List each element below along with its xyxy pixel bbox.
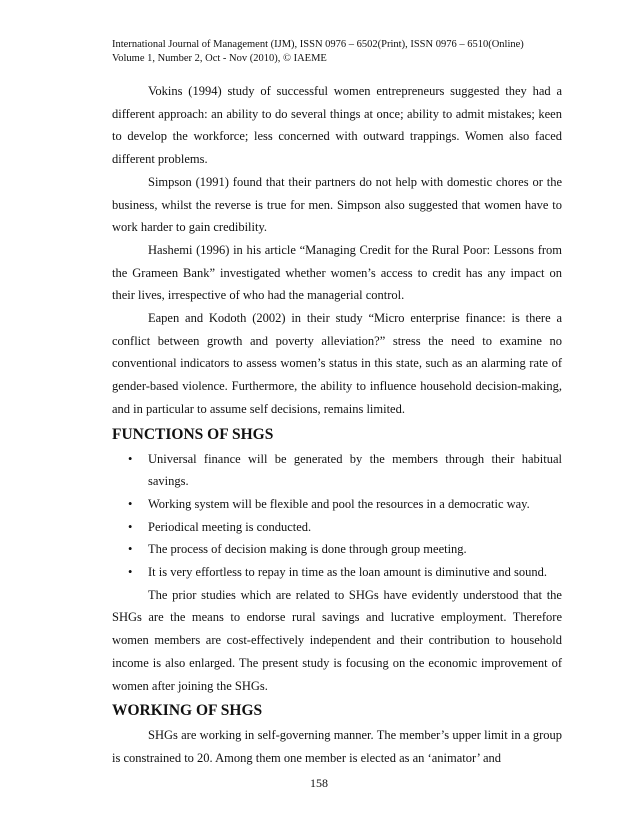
functions-bullet-list [112, 448, 562, 584]
bullet-icon: • [128, 519, 133, 534]
list-item-text: It is very effortless to repay in time as the loan amount is diminutive and sound. [148, 565, 547, 580]
section-heading-functions: FUNCTIONS OF SHGS [112, 425, 274, 443]
paragraph-prior-studies: The prior studies which are related to SHGs have evidently understood that the SHGs are the means to endorse rural savings and lucrative employment. Therefore women members are cost-effectively independent and their contribution to household income is also enlarged. The present study is focusing on the economic improvement of women after joining the SHGs. [112, 587, 562, 693]
journal-header-line-2: Volume 1, Number 2, Oct - Nov (2010), © IAEME [112, 53, 327, 64]
bullet-icon: • [128, 542, 133, 557]
list-item-text: Universal finance will be generated by the members through their habitual savings. [148, 451, 562, 489]
journal-header [112, 38, 572, 66]
journal-header-line-1: International Journal of Management (IJM), ISSN 0976 – 6502(Print), ISSN 0976 – 6510(Online) [112, 39, 524, 50]
list-item [112, 561, 562, 584]
paragraph-working: SHGs are working in self-governing manner. The member’s upper limit in a group is constrained to 20. Among them one member is elected as an ‘animator’ and [112, 728, 562, 765]
bullet-icon: • [128, 451, 133, 466]
list-item-text: Periodical meeting is conducted. [148, 519, 312, 534]
paragraph-hashemi: Hashemi (1996) in his article “Managing Credit for the Rural Poor: Lessons from the Grameen Bank” investigated whether women’s access to credit has any impact on their lives, irrespective of who had the managerial control. [112, 242, 562, 303]
list-item [112, 493, 562, 516]
paragraph-eapen-kodoth: Eapen and Kodoth (2002) in their study “Micro enterprise finance: is there a conflict between growth and poverty alleviation?” stress the need to examine no conventional indicators to assess women’s status in this state, such as an alarming rate of gender-based violence. Furthermore, the ability to influence household decision-making, and in particular to assume self decisions, remains limited. [112, 311, 562, 416]
section-heading-working: WORKING OF SHGS [112, 702, 263, 720]
bullet-icon: • [128, 496, 133, 511]
list-item-text: Working system will be flexible and pool the resources in a democratic way. [148, 496, 530, 511]
bullet-icon: • [128, 565, 133, 580]
paragraph-vokins: Vokins (1994) study of successful women entrepreneurs suggested they had a different approach: an ability to do several things at once; ability to admit mistakes; keen to develop the workforce; less concerned with outward trappings. Women also faced different problems. [112, 84, 562, 167]
list-item [112, 448, 562, 493]
page-number: 158 [310, 776, 328, 790]
list-item-text: The process of decision making is done through group meeting. [148, 542, 467, 557]
list-item [112, 516, 562, 539]
article-body [112, 80, 562, 770]
list-item [112, 538, 562, 561]
paragraph-simpson: Simpson (1991) found that their partners do not help with domestic chores or the business, whilst the reverse is true for men. Simpson also suggested that women have to work harder to gain credibility. [112, 174, 562, 235]
